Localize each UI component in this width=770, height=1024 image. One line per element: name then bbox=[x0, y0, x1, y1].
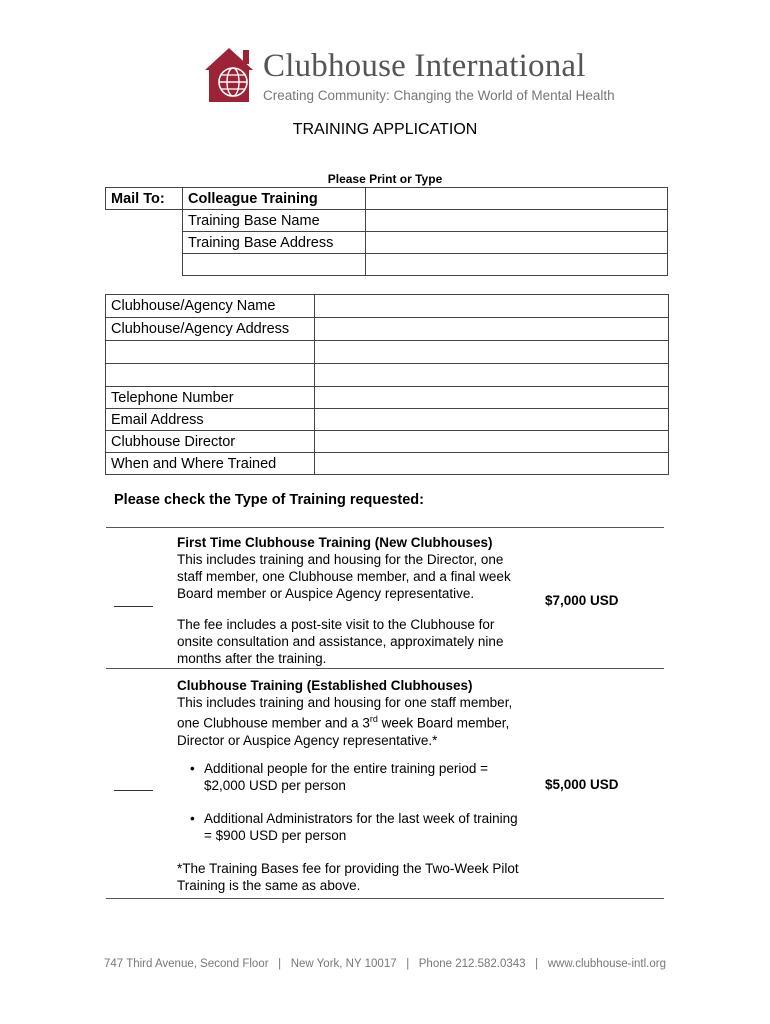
mail-to-table bbox=[105, 187, 668, 276]
mail-to-row: Colleague Training bbox=[183, 188, 366, 210]
option-desc: This includes training and housing for the Director, one staff member, one Clubhouse member, and a final week Board member or Auspice Agency representative. bbox=[177, 552, 511, 601]
divider bbox=[106, 898, 664, 899]
field-label bbox=[106, 341, 315, 364]
footer-address: 747 Third Avenue, Second Floor | New York, NY 10017 | Phone 212.582.0343 | www.clubhouse-intl.org bbox=[104, 958, 666, 970]
mail-to-row: Training Base Address bbox=[183, 232, 366, 254]
field-label: Telephone Number bbox=[106, 387, 315, 409]
house-globe-icon bbox=[203, 44, 259, 106]
mail-to-value-field[interactable] bbox=[366, 210, 668, 232]
divider bbox=[106, 527, 664, 528]
field-input[interactable] bbox=[315, 387, 669, 409]
mail-to-value-field[interactable] bbox=[366, 188, 668, 210]
option-title: Clubhouse Training (Established Clubhouses) bbox=[177, 678, 473, 693]
clubhouse-logo bbox=[203, 44, 615, 106]
field-input[interactable] bbox=[315, 341, 669, 364]
option-price: $5,000 USD bbox=[545, 777, 619, 792]
checkbox-blank-established[interactable] bbox=[114, 790, 153, 791]
option-note: The fee includes a post-site visit to the Clubhouse for onsite consultation and assistance, approximately nine months after the training. bbox=[177, 617, 504, 666]
field-input[interactable] bbox=[315, 453, 669, 475]
logo-name: Clubhouse International bbox=[263, 48, 586, 84]
option-price: $7,000 USD bbox=[545, 593, 619, 608]
field-input[interactable] bbox=[315, 409, 669, 431]
mail-to-row: Training Base Name bbox=[183, 210, 366, 232]
field-label: Email Address bbox=[106, 409, 315, 431]
option-title: First Time Clubhouse Training (New Clubhouses) bbox=[177, 535, 493, 550]
field-label: Clubhouse/Agency Name bbox=[106, 295, 315, 318]
agency-info-table bbox=[105, 294, 669, 475]
option-desc: This includes training and housing for one staff member, one Clubhouse member and a 3rd week Board member, Director or Auspice Agency representative.* bbox=[177, 695, 513, 748]
field-input[interactable] bbox=[315, 431, 669, 453]
training-type-heading: Please check the Type of Training requested: bbox=[114, 492, 424, 508]
page-subtitle: Please Print or Type bbox=[327, 172, 443, 186]
field-label: Clubhouse Director bbox=[106, 431, 315, 453]
mail-to-value-field[interactable] bbox=[366, 254, 668, 276]
field-label: Clubhouse/Agency Address bbox=[106, 318, 315, 341]
logo-tagline: Creating Community: Changing the World of Mental Health bbox=[263, 88, 615, 103]
checkbox-blank-first-time[interactable] bbox=[114, 606, 153, 607]
mail-to-row bbox=[183, 254, 366, 276]
bullet-item: • Additional people for the entire training period = $2,000 USD per person bbox=[190, 761, 489, 793]
page-title: TRAINING APPLICATION bbox=[292, 121, 478, 138]
option-note: *The Training Bases fee for providing the Two-Week Pilot Training is the same as above. bbox=[177, 861, 519, 893]
field-label: When and Where Trained bbox=[106, 453, 315, 475]
mail-to-label: Mail To: bbox=[106, 188, 183, 210]
mail-to-value-field[interactable] bbox=[366, 232, 668, 254]
bullet-item: • Additional Administrators for the last week of training = $900 USD per person bbox=[190, 811, 518, 843]
divider bbox=[106, 668, 664, 669]
field-input[interactable] bbox=[315, 318, 669, 341]
field-input[interactable] bbox=[315, 295, 669, 318]
field-label bbox=[106, 364, 315, 387]
field-input[interactable] bbox=[315, 364, 669, 387]
